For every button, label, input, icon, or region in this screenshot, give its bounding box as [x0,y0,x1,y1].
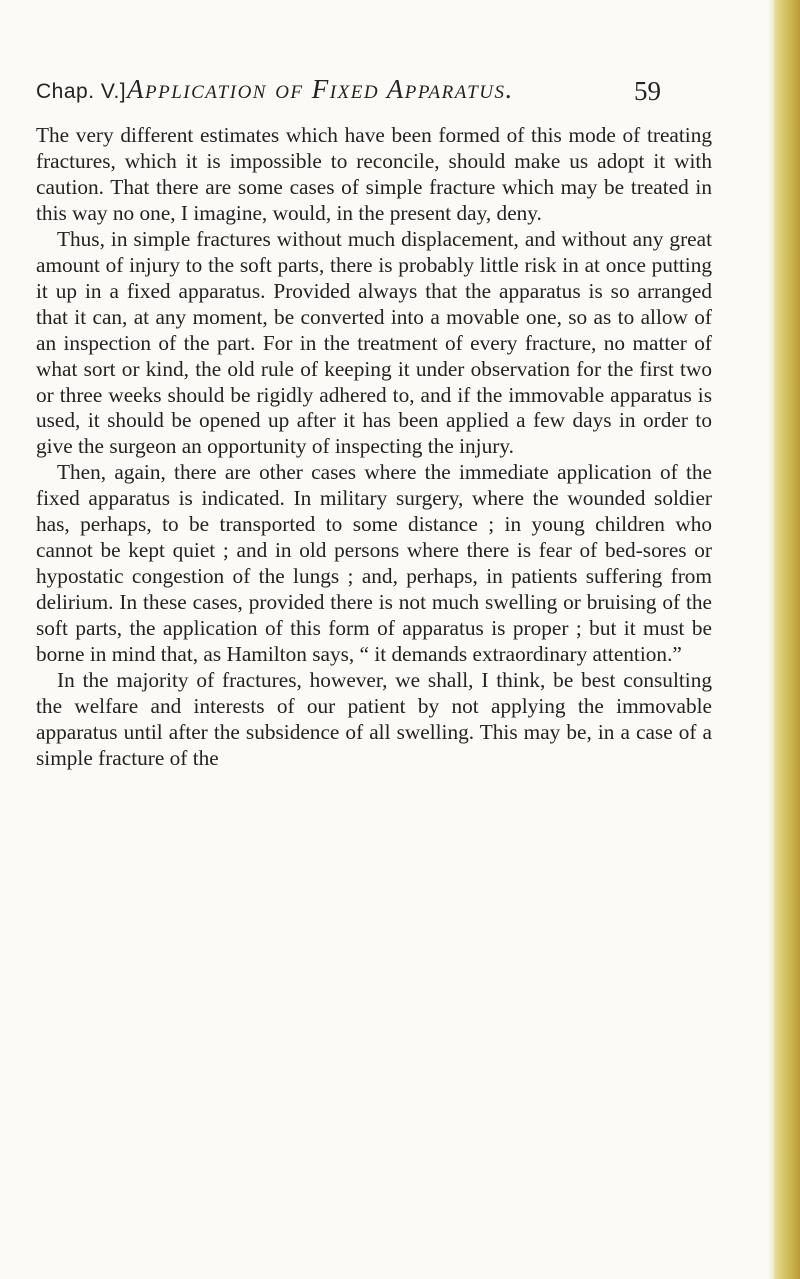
paragraph-2: Thus, in simple fractures without much displacement, and without any great amount of injury to the soft parts, there is probably little risk in at once putting it up in a fixed apparatus. Provided always that the apparatus is so arranged that it can, at any moment, be converted into a movable one, so as to allow of an inspection of the part. For in the treatment of every fracture, no matter of what sort or kind, the old rule of keeping it under observation for the first two or three weeks should be rigidly adhered to, and if the immovable apparatus is used, it should be opened up after it has been applied a few days in order to give the surgeon an opportunity of inspecting the injury. [36,226,712,459]
page-number: 59 [634,76,661,106]
paragraph-1: The very different estimates which have been formed of this mode of treating fractures, which it is impossible to reconcile, should make us adopt it with caution. That there are some cases of simple fracture which may be treated in this way no one, I imagine, would, in the present day, deny. [36,123,712,225]
paragraph-3: Then, again, there are other cases where the immediate application of the fixed apparatus is indicated. In military surgery, where the wounded soldier has, perhaps, to be transported to some distance ; in young children who cannot be kept quiet ; and in old persons where there is fear of bed-sores or hypostatic congestion of the lungs ; and, perhaps, in patients suffering from delirium. In these cases, provided there is not much swelling or bruising of the soft parts, the application of this form of apparatus is proper ; but it must be borne in mind that, as Hamilton says, “ it demands extraordinary attention.” [36,460,712,667]
paragraph-4: In the majority of fractures, however, we shall, I think, be best consulting the welfare and interests of our patient by not applying the immovable apparatus until after the subsidence of all swelling. This may be, in a case of a simple fracture of the [36,668,712,770]
running-title: Application of Fixed Apparatus. [127,74,514,104]
chapter-label: Chap. V.] [36,80,127,103]
body-text [36,123,712,772]
book-spine-edge [774,0,800,1279]
running-header [36,74,686,114]
